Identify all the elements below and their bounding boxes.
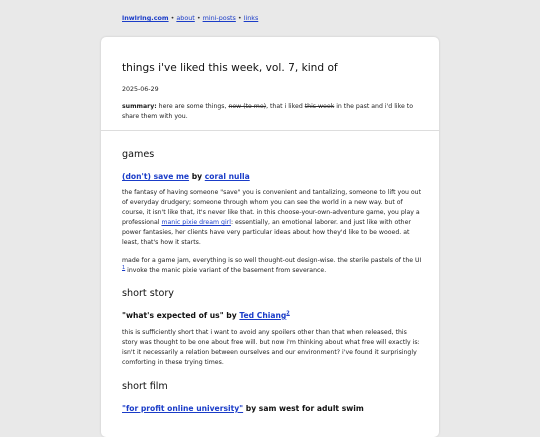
paragraph	[122, 188, 422, 248]
film-byline: by sam west for adult swim	[243, 404, 364, 413]
author-link[interactable]: coral nulla	[204, 172, 250, 181]
post-summary	[122, 102, 422, 122]
film-link[interactable]: "for profit online university"	[122, 404, 244, 413]
nav-separator: •	[170, 14, 175, 22]
footnote-link[interactable]: 1	[122, 264, 126, 271]
paragraph-text: : essentially, an emotional laborer. and just like with other power fantasies, her clients have very particular ideas about how they'd like to be wooed. at least, that's how it starts.	[122, 219, 411, 246]
paragraph-text: made for a game jam, everything is so well thought-out design-wise. the sterile pastels of the UI	[122, 257, 422, 264]
game-link[interactable]: (don't) save me	[122, 172, 190, 181]
section-heading-games: games	[122, 149, 155, 160]
post-header	[122, 62, 422, 122]
paragraph	[122, 256, 422, 276]
nav-separator: •	[237, 14, 242, 22]
top-nav	[122, 14, 258, 23]
item-title-save-me	[122, 172, 422, 181]
inline-link[interactable]: manic pixie dream girl	[161, 219, 231, 226]
nav-link-links[interactable]: links	[243, 14, 259, 22]
summary-text: in the past and i'd like to share them with you.	[122, 103, 413, 120]
by-text: by	[189, 172, 205, 181]
site-link[interactable]: lnwlrlng.com	[122, 14, 169, 22]
item-title-film	[122, 404, 422, 413]
summary-strike: new (to me)	[228, 103, 267, 110]
summary-text: here are some things,	[156, 103, 229, 110]
nav-link-mini-posts[interactable]: mini-posts	[202, 14, 236, 22]
nav-link-about[interactable]: about	[176, 14, 195, 22]
paragraph-text: the fantasy of having someone "save" you is convenient and tantalizing, someone to lift you out of everyday drudgery; someone through whom you can see the world in a new way. but of course, it isn't like that, it's never like that. in this choose-your-own-adventure game, you play a professional	[122, 189, 421, 226]
footnote-link[interactable]: 2	[286, 310, 290, 317]
nav-separator: •	[196, 14, 201, 22]
paragraph: this is sufficiently short that i want to avoid any spoilers other than that when released, this story was thought to be one about free will. but now i'm thinking about what free will exactly is: isn't it necessarily a relation between ourselves and our environment? i've found it surprisingly comforting in these trying times.	[122, 329, 420, 366]
story-title: "what's expected of us" by	[122, 311, 240, 320]
section-heading-short-story: short story	[122, 288, 174, 299]
divider	[101, 130, 439, 131]
author-link[interactable]: Ted Chiang	[239, 311, 287, 320]
summary-text: , that i liked	[266, 103, 305, 110]
post-body	[122, 149, 422, 413]
item-title-story	[122, 311, 422, 320]
page-title: things i've liked this week, vol. 7, kind of	[122, 62, 338, 74]
section-heading-short-film: short film	[122, 381, 168, 392]
post-card	[101, 37, 439, 437]
paragraph-text: invoke the manic pixie variant of the basement from severance.	[125, 267, 327, 274]
summary-strike: this week	[304, 103, 335, 110]
summary-label: summary:	[122, 103, 157, 110]
post-date: 2025-06-29	[122, 86, 159, 93]
